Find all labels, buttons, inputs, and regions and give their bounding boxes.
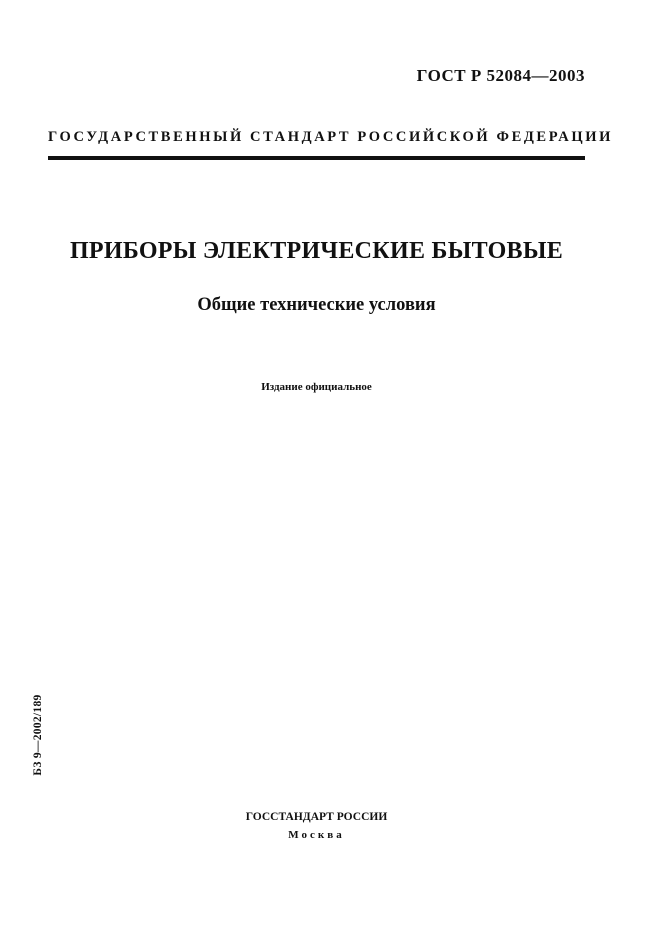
standard-header: ГОСУДАРСТВЕННЫЙ СТАНДАРТ РОССИЙСКОЙ ФЕДЕРАЦИИ xyxy=(48,129,614,145)
side-catalog-code: БЗ 9—2002/189 xyxy=(32,694,44,776)
header-divider xyxy=(48,156,585,160)
edition-label: Издание официальное xyxy=(261,381,372,393)
page-subtitle: Общие технические условия xyxy=(197,295,436,315)
page-title: ПРИБОРЫ ЭЛЕКТРИЧЕСКИЕ БЫТОВЫЕ xyxy=(69,238,564,264)
document-code: ГОСТ Р 52084—2003 xyxy=(416,66,585,85)
publisher-city: Москва xyxy=(288,829,345,841)
publisher-name: ГОССТАНДАРТ РОССИИ xyxy=(245,811,388,823)
